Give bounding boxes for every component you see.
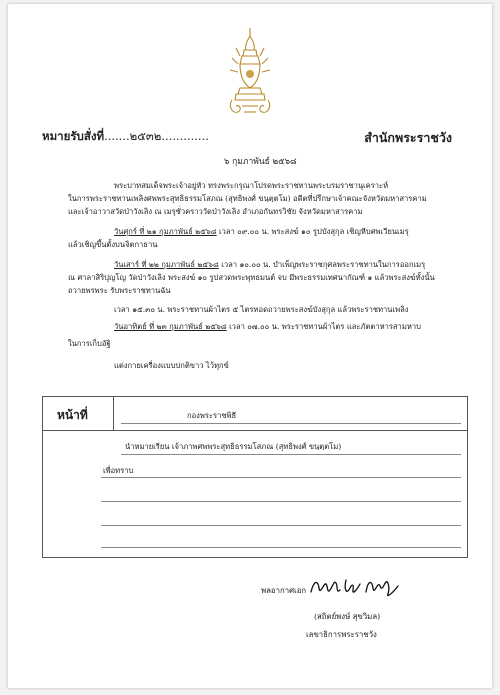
- duty-header-label: หน้าที่: [57, 408, 88, 422]
- duty-line-3: เพื่อทราบ: [103, 466, 134, 475]
- day1-line: [114, 226, 409, 238]
- duty-box-header: [43, 397, 467, 431]
- order-number-line: [42, 128, 209, 146]
- intro-line-1: พระบาทสมเด็จพระเจ้าอยู่หัว ทรงพระกรุณาโปรดพระราชทานพระบรมราชานุเคราะห์: [114, 181, 389, 190]
- duty-line-2: นำหมายเรียน เจ้าภาพศพพระสุทธิธรรมโสภณ (สุทธิพงศ์ ขนฺตฺตโม): [125, 442, 342, 451]
- signatory-title: เลขาธิการพระราชวัง: [306, 630, 377, 639]
- duty-box: [42, 396, 468, 558]
- royal-emblem-icon: [226, 26, 274, 118]
- signatory-rank: พลอากาศเอก: [261, 586, 307, 595]
- day2-date: วันเสาร์ ที่ ๒๒ กุมภาพันธ์ ๒๕๖๘: [114, 260, 219, 269]
- day2-line-4: เวลา ๑๕.๓๐ น. พระราชทานผ้าไตร ๕ ไตรทอดถวายพระสงฆ์บังสุกุล แล้วพระราชทานเพลิง: [114, 305, 409, 314]
- day1-date: วันศุกร์ ที่ ๒๑ กุมภาพันธ์ ๒๕๖๘: [114, 227, 217, 236]
- duty-unit: กองพระราชพิธี: [187, 411, 237, 420]
- day2-line-3: ถวายพรพระ รับพระราชทานฉัน: [68, 286, 171, 295]
- signatory-name: (สถิตย์พงษ์ สุขวิมล): [314, 612, 381, 621]
- intro-line-3: และเจ้าอาวาสวัดป่าวังเลิง ณ เมรุชั่วคราววัดป่าวังเลิง อำเภอกันทรวิชัย จังหวัดมหาสารคาม: [68, 207, 363, 216]
- order-number: .......๒๕๓๒.............: [104, 129, 209, 143]
- day3-line-2: ในการเก็บอัฐิ: [68, 339, 111, 348]
- handwritten-signature: [308, 574, 403, 600]
- document-date: ๖ กุมภาพันธ์ ๒๕๖๘: [224, 157, 297, 167]
- intro-line-2: ในการพระราชทานเพลิงศพพระสุทธิธรรมโสภณ (สุทธิพงศ์ ขนฺตฺตโม) อดีตที่ปรึกษาเจ้าคณะจังหวัดมหาสารคาม: [68, 194, 427, 203]
- day3-text: เวลา ๐๗.๐๐ น. พระราชทานผ้าไตร และภัตตาหารสามหาบ: [226, 322, 421, 331]
- order-label: หมายรับสั่งที่: [42, 129, 105, 143]
- day3-line: [114, 321, 421, 333]
- office-name: สำนักพระราชวัง: [364, 130, 452, 145]
- day3-date: วันอาทิตย์ ที่ ๒๓ กุมภาพันธ์ ๒๕๖๘: [114, 322, 227, 331]
- document-page: [8, 4, 492, 688]
- day2-line-2: ณ ศาลาสิริปุญโญ วัดป่าวังเลิง พระสงฆ์ ๑๐ รูปสวดพระพุทธมนต์ จบ มีพระธรรมเทศนากัณฑ์ ๑ แล้วพระสงฆ์ทั้งนั้น: [68, 273, 435, 282]
- day2-line: [114, 259, 425, 271]
- dress-code: แต่งกายเครื่องแบบปกติขาว ไว้ทุกข์: [114, 361, 229, 370]
- day2-text: เวลา ๑๐.๐๐ น. บำเพ็ญพระราชกุศลพระราชทานในการออกเมรุ: [218, 260, 426, 269]
- day1-line-2: แล้วเชิญขึ้นตั้งบนจิตกาธาน: [68, 240, 158, 249]
- day1-text: เวลา ๐๙.๐๐ น. พระสงฆ์ ๑๐ รูปบังสุกุล เชิญหีบศพเวียนเมรุ: [216, 227, 409, 236]
